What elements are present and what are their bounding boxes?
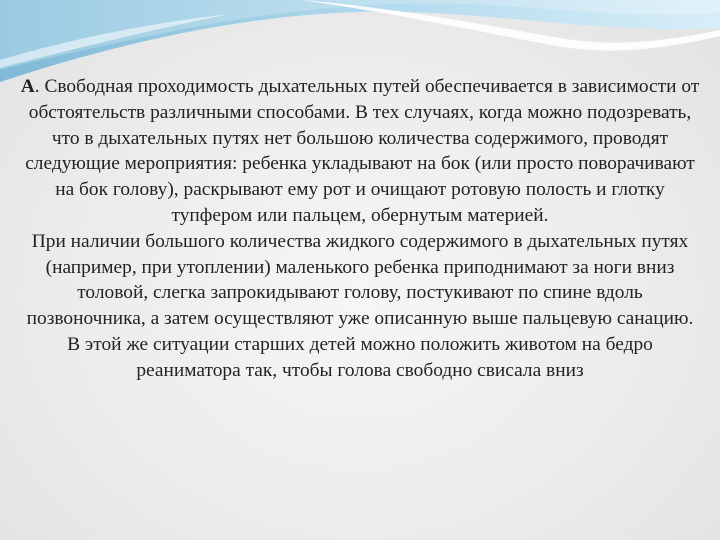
paragraph-1-text: . Свободная проходимость дыхательных путей обеспечивается в зависимости от обстоятельств различными способами. В тех случаях, когда можно подозревать, что в дыхательных путях нет большою количества содержимого, проводят следующие мероприятия: ребенка укладывают на бок (или просто поворачивают на бок голову), раскрывают ему рот и очищают ротовую полость и глотку тупфером или пальцем, обернутым материей. bbox=[25, 76, 700, 226]
paragraph-1 bbox=[20, 74, 700, 229]
paragraph-1-lead: А bbox=[20, 76, 35, 97]
body-text bbox=[20, 74, 700, 384]
paragraph-2: При наличии большого количества жидкого содержимого в дыхательных путях (например, при утоплении) маленького ребенка приподнимают за ноги вниз толовой, слегка запрокидывают голову, постукивают по спине вдоль позвоночника, а затем осуществляют уже описанную выше пальцевую санацию. В этой же ситуации старших детей можно положить животом на бедро реаниматора так, чтобы голова свободно свисала вниз bbox=[26, 230, 694, 381]
